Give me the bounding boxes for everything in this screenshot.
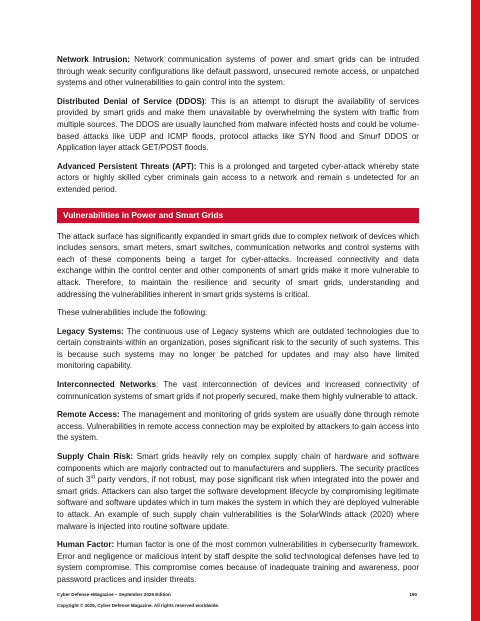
text: The continuous use of Legacy systems which are outdated technologies due to certain constraints within an organization, poses significant risk to the security of such systems. This is because such systems may no longer be patched for updates and may also have limited monitoring capability. <box>57 326 419 371</box>
text: : This is an attempt to disrupt the availability of services provided by smart grids and make them unavailable by overwhelming the system with traffic from multiple sources. The DDOS are usually launched from malware infected hosts and could be volume-based attacks like UDP and ICMP floods, protocol attacks like SYN flood and Smurf DDOS or Application layer attack GET/POST floods. <box>57 96 419 153</box>
page-number: 190 <box>409 592 417 597</box>
term: Remote Access: <box>57 410 120 420</box>
term: Legacy Systems: <box>57 326 124 336</box>
footer-edition: Cyber Defense eMagazine – September 2025 Edition <box>57 592 171 597</box>
text: This is a prolonged and targeted cyber-attack whereby state actors or highly skilled cyber criminals gain access to a network and remain s undetected for an extended period. <box>57 161 419 194</box>
term: Distributed Denial of Service (DDOS) <box>57 96 205 106</box>
text: : The vast interconnection of devices and increased connectivity of communication systems of smart grids if not properly secured, make them highly vulnerable to attack. <box>57 380 419 401</box>
text: Network communication systems of power and smart grids can be intruded through weak security configurations like default password, unsecured remote access, or unpatched systems and other vulnerabilities to gain control into the system. <box>57 55 419 88</box>
footer-copyright: Copyright © 2025, Cyber Defense Magazine. All rights reserved worldwide. <box>57 603 220 608</box>
threat-ddos <box>57 96 419 154</box>
text: Smart grids heavily rely on complex supply chain of hardware and software components which are majorly contracted out to manufacturers and suppliers. The security practices of such 3 <box>57 452 419 485</box>
article-body <box>57 54 419 593</box>
term: Network Intrusion: <box>57 55 130 64</box>
vuln-supply-chain <box>57 451 419 532</box>
footer-edition-line <box>57 592 417 597</box>
threat-network-intrusion <box>57 54 419 89</box>
section-header: Vulnerabilities in Power and Smart Grids <box>57 208 419 223</box>
vuln-legacy-systems <box>57 326 419 372</box>
vuln-human-factor <box>57 539 419 585</box>
superscript: rd <box>90 474 95 481</box>
section-intro: The attack surface has significantly expanded in smart grids due to complex network of devices which includes sensors, smart meters, smart switches, communication networks and control systems with each of these components being a target for cyber-attacks. Increased connectivity and data exchange within the control center and other components of smart grids make it more vulnerable to attack. Therefore, to maintain the resilience and security of smart grids, understanding and addressing the vulnerabilities inherent in smart grids systems is critical. <box>57 231 419 299</box>
text: The management and monitoring of grids system are usually done through remote access. Vulnerabilities in remote access connection may be exploited by attackers to gain access into the system. <box>57 410 419 443</box>
section-lead: These vulnerabilities include the following: <box>57 308 208 318</box>
term: Advanced Persistent Threats (APT): <box>57 161 197 171</box>
threat-apt <box>57 161 419 196</box>
term: Interconnected Networks <box>57 380 157 390</box>
vuln-interconnected-networks <box>57 379 419 402</box>
text: Human factor is one of the most common vulnerabilities in cybersecurity framework. Error and negligence or malicious intent by staff despite the solid technological defenses have led to system compromise. This compromise comes because of inadequate training and awareness, poor password practices and insider threats. <box>57 540 419 584</box>
vuln-remote-access <box>57 409 419 444</box>
term: Supply Chain Risk: <box>57 452 134 462</box>
accent-bar <box>471 0 480 621</box>
text-continued: party vendors, if not robust, may pose significant risk when integrated into the power and smart grids. Attackers can also target the software development lifecycle by compromising legitimate software and software updates which in turn makes the system in which they are deployed vulnerable to attack. An example of such supply chain vulnerabilities is the SolarWinds attack (2020) where malware is injected into routine software update. <box>57 475 419 531</box>
term: Human Factor: <box>57 540 115 550</box>
